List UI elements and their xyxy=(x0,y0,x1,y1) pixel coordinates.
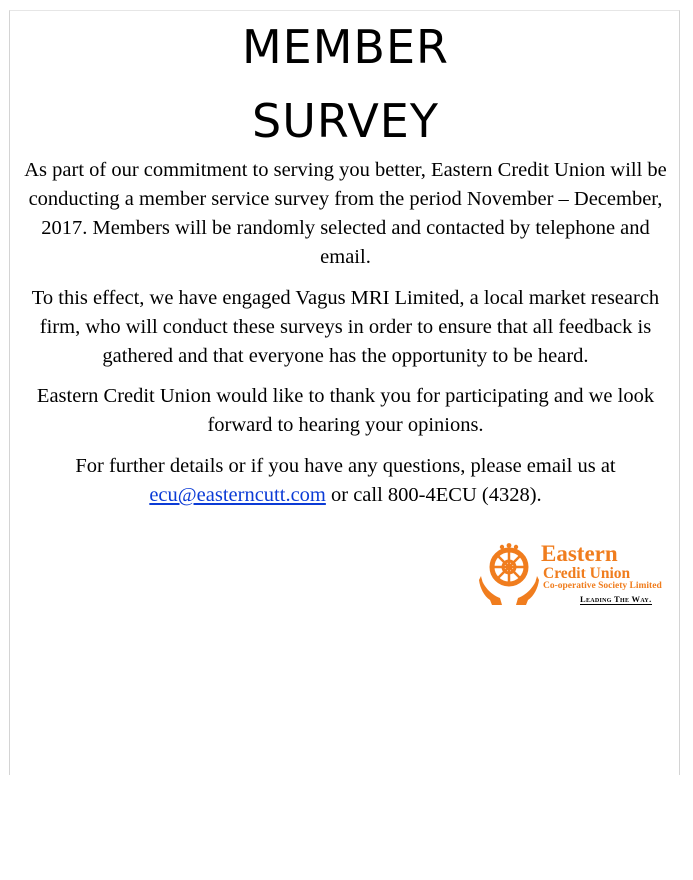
eastern-credit-union-logo xyxy=(478,542,670,606)
logo-subtitle: Credit Union xyxy=(543,565,631,582)
title-line-member: MEMBER xyxy=(241,20,450,74)
email-link[interactable]: ecu@easterncutt.com xyxy=(149,484,326,506)
paragraph-vagus-engagement: To this effect, we have engaged Vagus MRI Limited, a local market research firm, who will conduct these surveys in order to ensure that all feedback is gathered and that everyone has the opportunity to be heard. xyxy=(31,287,660,367)
paragraph-thank-you: Eastern Credit Union would like to thank you for participating and we look forward to hearing your opinions. xyxy=(36,385,655,436)
paragraph-contact xyxy=(16,452,675,510)
title-line-survey: SURVEY xyxy=(252,94,439,148)
paragraph-survey-announcement: As part of our commitment to serving you better, Eastern Credit Union will be conducting a member service survey from the period November – December, 2017. Members will be randomly selected and contacted by telephone and email. xyxy=(24,159,667,268)
logo-name: Eastern xyxy=(541,541,618,566)
logo-society: Co-operative Society Limited xyxy=(543,581,662,591)
contact-phone: or call 800-4ECU (4328). xyxy=(325,484,542,506)
logo-tagline: Leading The Way. xyxy=(580,594,652,604)
contact-intro: For further details or if you have any questions, please email us at xyxy=(75,455,616,477)
document-page xyxy=(9,10,680,775)
logo-wordmark xyxy=(540,542,670,592)
